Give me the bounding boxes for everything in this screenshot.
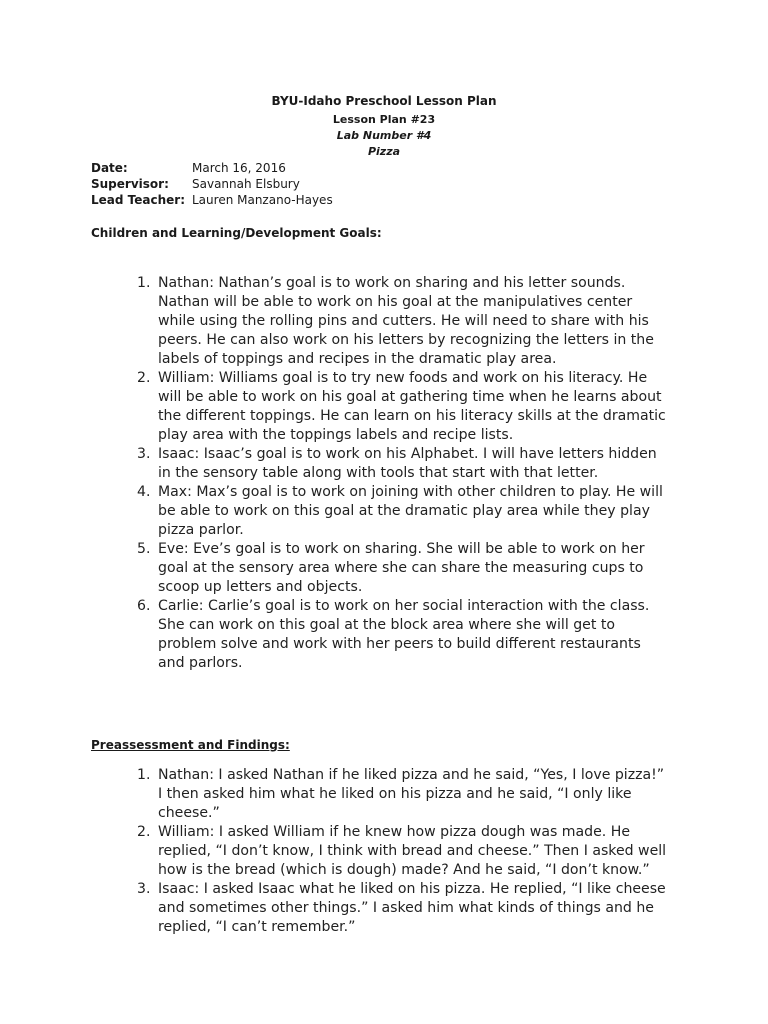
goals-heading: Children and Learning/Development Goals: bbox=[91, 226, 382, 240]
item-text: Isaac: Isaac’s goal is to work on his Alphabet. I will have letters hidden in the sensory table along with tools that start with that letter. bbox=[158, 446, 657, 481]
lesson-topic: Pizza bbox=[367, 145, 401, 158]
item-text: Eve: Eve’s goal is to work on sharing. She will be able to work on her goal at the sensory area where she can share the measuring cups to scoop up letters and objects. bbox=[158, 541, 645, 595]
document-title: BYU-Idaho Preschool Lesson Plan bbox=[271, 94, 497, 108]
list-item bbox=[0, 880, 668, 937]
item-number: 2. bbox=[137, 824, 151, 840]
info-label: Supervisor: bbox=[91, 177, 169, 191]
info-label: Date: bbox=[91, 161, 128, 175]
item-number: 1. bbox=[137, 767, 151, 783]
preassessment-list bbox=[0, 766, 668, 937]
item-number: 3. bbox=[137, 881, 151, 897]
item-number: 3. bbox=[137, 446, 151, 462]
list-item bbox=[0, 597, 668, 673]
info-label: Lead Teacher: bbox=[91, 193, 185, 207]
list-item bbox=[0, 540, 668, 597]
item-text: Isaac: I asked Isaac what he liked on his pizza. He replied, “I like cheese and sometimes other things.” I asked him what kinds of things and he replied, “I can’t remember.” bbox=[158, 881, 666, 935]
list-item bbox=[0, 445, 668, 483]
preassessment-heading: Preassessment and Findings: bbox=[91, 738, 290, 752]
lab-number: Lab Number #4 bbox=[336, 129, 432, 142]
item-number: 6. bbox=[137, 598, 151, 614]
info-value: Lauren Manzano-Hayes bbox=[192, 193, 333, 207]
lesson-plan-number: Lesson Plan #23 bbox=[332, 113, 436, 126]
goals-list bbox=[0, 274, 668, 673]
list-item bbox=[0, 369, 668, 445]
item-number: 5. bbox=[137, 541, 151, 557]
item-number: 1. bbox=[137, 275, 151, 291]
item-text: Nathan: Nathan’s goal is to work on sharing and his letter sounds. Nathan will be able to work on his goal at the manipulatives center while using the rolling pins and cutters. He will need to share with his peers. He can also work on his letters by recognizing the letters in the labels of toppings and recipes in the dramatic play area. bbox=[158, 275, 654, 367]
info-value: Savannah Elsbury bbox=[192, 177, 300, 191]
item-number: 4. bbox=[137, 484, 151, 500]
info-value: March 16, 2016 bbox=[192, 161, 286, 175]
item-text: Nathan: I asked Nathan if he liked pizza and he said, “Yes, I love pizza!” I then asked him what he liked on his pizza and he said, “I only like cheese.” bbox=[158, 767, 665, 821]
item-text: Max: Max’s goal is to work on joining with other children to play. He will be able to work on this goal at the dramatic play area while they play pizza parlor. bbox=[158, 484, 663, 538]
item-text: William: Williams goal is to try new foods and work on his literacy. He will be able to work on his goal at gathering time when he learns about the different toppings. He can learn on his literacy skills at the dramatic play area with the toppings labels and recipe lists. bbox=[158, 370, 666, 443]
item-number: 2. bbox=[137, 370, 151, 386]
item-text: William: I asked William if he knew how pizza dough was made. He replied, “I don’t know, I think with bread and cheese.” Then I asked well how is the bread (which is dough) made? And he said, “I don’t know.” bbox=[158, 824, 667, 878]
item-text: Carlie: Carlie’s goal is to work on her social interaction with the class. She can work on this goal at the block area where she will get to problem solve and work with her peers to build different restaurants and parlors. bbox=[158, 598, 650, 671]
list-item bbox=[0, 274, 668, 369]
list-item bbox=[0, 766, 668, 823]
list-item bbox=[0, 823, 668, 880]
list-item bbox=[0, 483, 668, 540]
